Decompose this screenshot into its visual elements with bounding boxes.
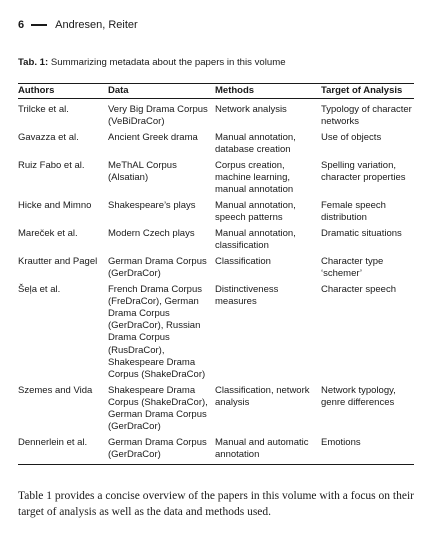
cell-data: French Drama Corpus (FreDraCor), German Drama Corpus (GerDraCor), Russian Drama Corpus (RusDraCor), Shakespeare Drama Corpus (ShakeDraCor) xyxy=(108,283,206,381)
cell-authors: Hicke and Mimno xyxy=(18,199,92,211)
table-bottom-rule xyxy=(18,464,414,465)
cell-authors: Trilcke et al. xyxy=(18,104,69,115)
cell-target: Character speech xyxy=(321,283,396,295)
cell-authors: Šeļa et al. xyxy=(18,283,61,295)
column-header-data: Data xyxy=(108,84,129,96)
table-row xyxy=(18,254,414,282)
column-header-authors: Authors xyxy=(18,84,55,96)
cell-methods: Classification xyxy=(215,255,271,267)
table-row xyxy=(18,158,414,198)
cell-authors: Dennerlein et al. xyxy=(18,437,88,449)
cell-methods: Manual annotation, classification xyxy=(215,227,296,252)
cell-data: Shakespeare Drama Corpus (ShakeDraCor), German Drama Corpus (GerDraCor) xyxy=(108,384,208,433)
cell-data: MeThAL Corpus (Alsatian) xyxy=(108,159,177,184)
cell-authors: Krautter and Pagel xyxy=(18,255,98,267)
table-row xyxy=(18,130,414,158)
table-row xyxy=(18,198,414,226)
cell-target: Dramatic situations xyxy=(321,227,402,239)
cell-data: Ancient Greek drama xyxy=(108,131,198,143)
cell-methods: Manual annotation, speech patterns xyxy=(215,199,296,224)
table-row xyxy=(18,282,414,383)
table-caption xyxy=(18,57,286,68)
cell-target: Network typology, genre differences xyxy=(321,384,396,408)
cell-target: Female speech distribution xyxy=(321,199,386,224)
running-head-authors: Andresen, Reiter xyxy=(55,19,138,31)
cell-methods: Manual annotation, database creation xyxy=(215,131,296,156)
cell-target: Emotions xyxy=(321,437,361,449)
table-row xyxy=(18,383,414,435)
cell-authors: Ruiz Fabo et al. xyxy=(18,159,85,171)
table-row xyxy=(18,435,414,463)
cell-methods: Classification, network analysis xyxy=(215,384,310,408)
cell-data: Shakespeare’s plays xyxy=(108,199,196,211)
cell-target: Typology of character networks xyxy=(321,104,412,128)
table-header-row xyxy=(18,84,414,98)
cell-methods: Distinctiveness measures xyxy=(215,283,279,307)
cell-methods: Corpus creation, machine learning, manual annotation xyxy=(215,159,294,196)
cell-data: German Drama Corpus (GerDraCor) xyxy=(108,437,207,461)
running-header xyxy=(18,18,138,32)
page-number: 6 xyxy=(18,19,25,31)
table-row xyxy=(18,98,414,130)
cell-data: German Drama Corpus (GerDraCor) xyxy=(108,255,207,279)
cell-authors: Gavazza et al. xyxy=(18,131,79,143)
cell-methods: Manual and automatic annotation xyxy=(215,437,309,461)
cell-target: Spelling variation, character properties xyxy=(321,159,406,184)
cell-target: Character type ‘schemer’ xyxy=(321,255,384,279)
column-header-target: Target of Analysis xyxy=(321,84,403,96)
table-row xyxy=(18,226,414,254)
cell-data: Very Big Drama Corpus (VeBiDraCor) xyxy=(108,104,208,128)
table-caption-text: Summarizing metadata about the papers in this volume xyxy=(48,57,286,68)
metadata-table xyxy=(18,84,414,463)
cell-methods: Network analysis xyxy=(215,104,287,115)
cell-authors: Szemes and Vida xyxy=(18,384,93,396)
header-rule xyxy=(31,24,47,26)
body-paragraph: Table 1 provides a concise overview of the papers in this volume with a focus on their target of analysis as well as the data and methods used. xyxy=(18,490,414,518)
cell-authors: Mareček et al. xyxy=(18,227,78,239)
cell-data: Modern Czech plays xyxy=(108,227,195,239)
column-header-methods: Methods xyxy=(215,84,255,96)
table-caption-label: Tab. 1: xyxy=(18,57,49,68)
cell-target: Use of objects xyxy=(321,131,382,143)
